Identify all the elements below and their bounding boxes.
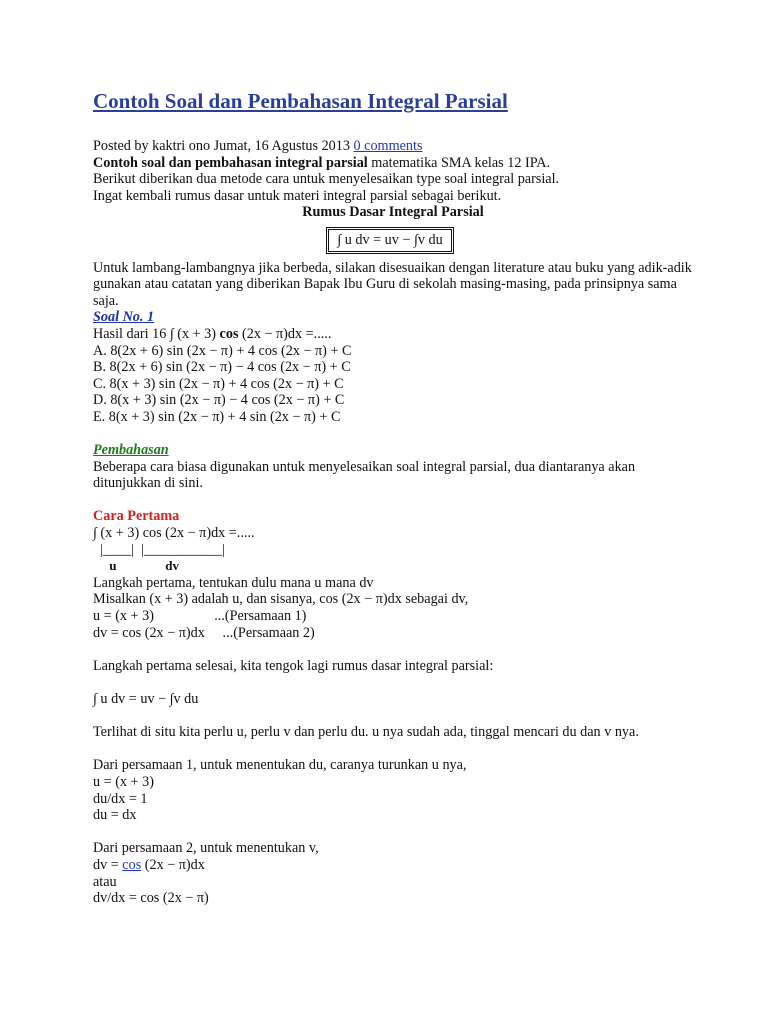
formula-box-wrap	[93, 227, 693, 254]
intro-line-1	[93, 155, 693, 172]
bracket-line: |____| |___________|	[93, 541, 225, 558]
question-pre: Hasil dari 16 ∫ (x + 3)	[93, 325, 220, 342]
from-eq2-text: Dari persamaan 2, untuk menentukan v,	[93, 840, 319, 857]
intro-line-2: Berikut diberikan dua metode cara untuk menyelesaikan type soal integral parsial.	[93, 171, 560, 188]
spacer	[93, 708, 693, 725]
formula-again: ∫ u dv = uv − ∫v du	[93, 691, 199, 707]
from1-line-2: du/dx = 1	[93, 790, 148, 807]
cara-line-2: Misalkan (x + 3) adalah u, dan sisanya, cos (2x − π)dx sebagai dv,	[93, 591, 469, 608]
option-a: A. 8(2x + 6) sin (2x − π) + 4 cos (2x − π) + C	[93, 342, 352, 359]
posted-by-text: Posted by kaktri ono Jumat, 16 Agustus 2013	[93, 138, 354, 154]
formula-box: ∫ u dv = uv − ∫v du	[326, 227, 453, 254]
cara-integral: ∫ (x + 3) cos (2x − π)dx =.....	[93, 525, 255, 542]
cara-pertama-heading: Cara Pertama	[93, 508, 180, 525]
spacer	[93, 641, 693, 658]
pembahasan-text: Beberapa cara biasa digunakan untuk menyelesaikan soal integral parsial, dua diantaranya akan ditunjukkan di sini.	[93, 458, 636, 492]
question-bold: cos	[219, 325, 239, 342]
option-b: B. 8(2x + 6) sin (2x − π) − 4 cos (2x − π) + C	[93, 359, 351, 376]
question-post: (2x − π)dx =.....	[238, 325, 332, 342]
intro-bold-lead: Contoh soal dan pembahasan integral parsial	[93, 154, 368, 171]
formula-heading: Rumus Dasar Integral Parsial	[302, 204, 484, 221]
atau-text: atau	[93, 873, 117, 890]
equation-2: dv = cos (2x − π)dx ...(Persamaan 2)	[93, 624, 315, 641]
article-title[interactable]: Contoh Soal dan Pembahasan Integral Parsial	[93, 89, 508, 113]
dv-line	[93, 857, 693, 874]
article	[93, 88, 693, 907]
dv-pre: dv =	[93, 856, 123, 873]
pembahasan-heading-link[interactable]: Pembahasan	[93, 442, 169, 459]
comments-link[interactable]: 0 comments	[353, 138, 423, 154]
soal-question	[93, 326, 693, 343]
option-d: D. 8(x + 3) sin (2x − π) − 4 cos (2x − π) + C	[93, 392, 345, 409]
cos-link[interactable]: cos	[122, 856, 142, 873]
spacer	[93, 492, 693, 509]
option-c: C. 8(x + 3) sin (2x − π) + 4 cos (2x − π) + C	[93, 375, 344, 392]
from1-line-1: u = (x + 3)	[93, 773, 154, 790]
spacer	[93, 426, 693, 443]
intro-rest: matematika SMA kelas 12 IPA.	[367, 154, 551, 171]
soal-heading-link[interactable]: Soal No. 1	[93, 309, 155, 326]
from-eq1-text: Dari persamaan 1, untuk menentukan du, caranya turunkan u nya,	[93, 757, 467, 774]
equation-1: u = (x + 3) ...(Persamaan 1)	[93, 608, 307, 625]
dvdx-line: dv/dx = cos (2x − π)	[93, 890, 209, 907]
spacer	[93, 741, 693, 758]
paragraph-symbols: Untuk lambang-lambangnya jika berbeda, silakan disesuaikan dengan literature atau buku yang adik-adik gunakan atau catatan yang diberikan Bapak Ibu Guru di sekolah masing-masing, pada prinsipnya sama saja.	[93, 259, 692, 309]
spacer	[93, 824, 693, 841]
step-done-text: Langkah pertama selesai, kita tengok lagi rumus dasar integral parsial:	[93, 657, 494, 674]
spacer	[93, 674, 693, 691]
dv-post: (2x − π)dx	[141, 856, 205, 873]
cara-line-1: Langkah pertama, tentukan dulu mana u mana dv	[93, 574, 374, 591]
intro-line-3: Ingat kembali rumus dasar untuk materi integral parsial sebagai berikut.	[93, 187, 502, 204]
u-dv-labels: u dv	[93, 558, 179, 574]
post-meta	[93, 138, 693, 155]
option-e: E. 8(x + 3) sin (2x − π) + 4 sin (2x − π) + C	[93, 408, 341, 425]
need-text: Terlihat di situ kita perlu u, perlu v dan perlu du. u nya sudah ada, tinggal mencari du dan v nya.	[93, 724, 639, 741]
from1-line-3: du = dx	[93, 807, 137, 824]
